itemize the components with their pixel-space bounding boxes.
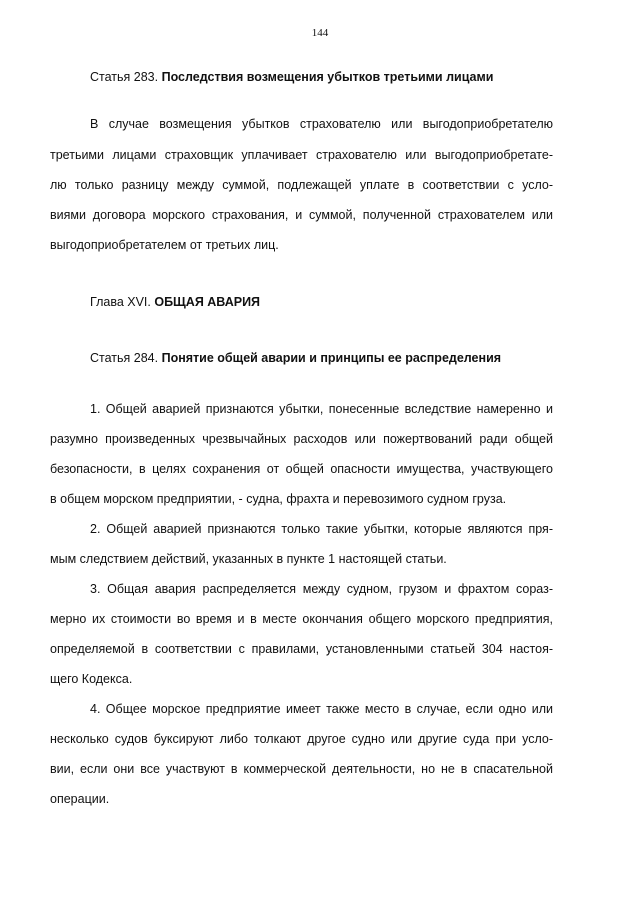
article-284-p2-line: 2. Общей аварией признаются только такие убытки, которые являются пря- <box>90 522 553 536</box>
article-284-p4-line: операции. <box>50 792 110 806</box>
article-283-line: В случае возмещения убытков страхователю или выгодоприобретателю <box>90 117 553 131</box>
article-284-p1-line: в общем морском предприятии, - судна, фрахта и перевозимого судном груза. <box>50 492 507 506</box>
article-284-prefix: Статья 284. <box>90 351 159 365</box>
article-284-p1-line: безопасности, в целях сохранения от общей опасности имущества, участвующего <box>50 462 553 476</box>
article-284-title: Понятие общей аварии и принципы ее распределения <box>161 351 502 365</box>
article-284-p1-line: разумно произведенных чрезвычайных расходов или пожертвований ради общей <box>50 432 553 446</box>
article-283-line: третьими лицами страховщик уплачивает страхователю или выгодоприобретате- <box>50 148 553 162</box>
article-284-p1-line: 1. Общей аварией признаются убытки, понесенные вследствие намеренно и <box>90 402 553 416</box>
article-283-line: виями договора морского страхования, и суммой, полученной страхователем или <box>50 208 553 222</box>
article-284-p4-line: 4. Общее морское предприятие имеет также место в случае, если одно или <box>90 702 553 716</box>
article-284-p2-line: мым следствием действий, указанных в пункте 1 настоящей статьи. <box>50 552 447 566</box>
chapter-title: ОБЩАЯ АВАРИЯ <box>154 295 261 309</box>
article-283-line: лю только разницу между суммой, подлежащей уплате в соответствии с усло- <box>50 178 553 192</box>
article-284-p3-line: определяемой в соответствии с правилами, установленными статьей 304 настоя- <box>50 642 553 656</box>
chapter-heading <box>90 295 260 309</box>
article-283-line: выгодоприобретателем от третьих лиц. <box>50 238 279 252</box>
page-number: 144 <box>311 27 329 39</box>
article-284-p3-line: 3. Общая авария распределяется между судном, грузом и фрахтом сораз- <box>90 582 553 596</box>
article-283-heading <box>90 70 493 84</box>
article-284-p3-line: мерно их стоимости во время и в месте окончания общего морского предприятия, <box>50 612 553 626</box>
article-284-p4-line: вии, если они все участвуют в коммерческой деятельности, но не в спасательной <box>50 762 553 776</box>
article-284-p4-line: несколько судов буксируют либо толкают другое судно или другие суда при усло- <box>50 732 553 746</box>
article-283-prefix: Статья 283. <box>90 70 159 84</box>
article-284-heading <box>90 351 501 365</box>
chapter-prefix: Глава XVI. <box>90 295 151 309</box>
article-283-title: Последствия возмещения убытков третьими лицами <box>161 70 494 84</box>
article-284-p3-line: щего Кодекса. <box>50 672 133 686</box>
